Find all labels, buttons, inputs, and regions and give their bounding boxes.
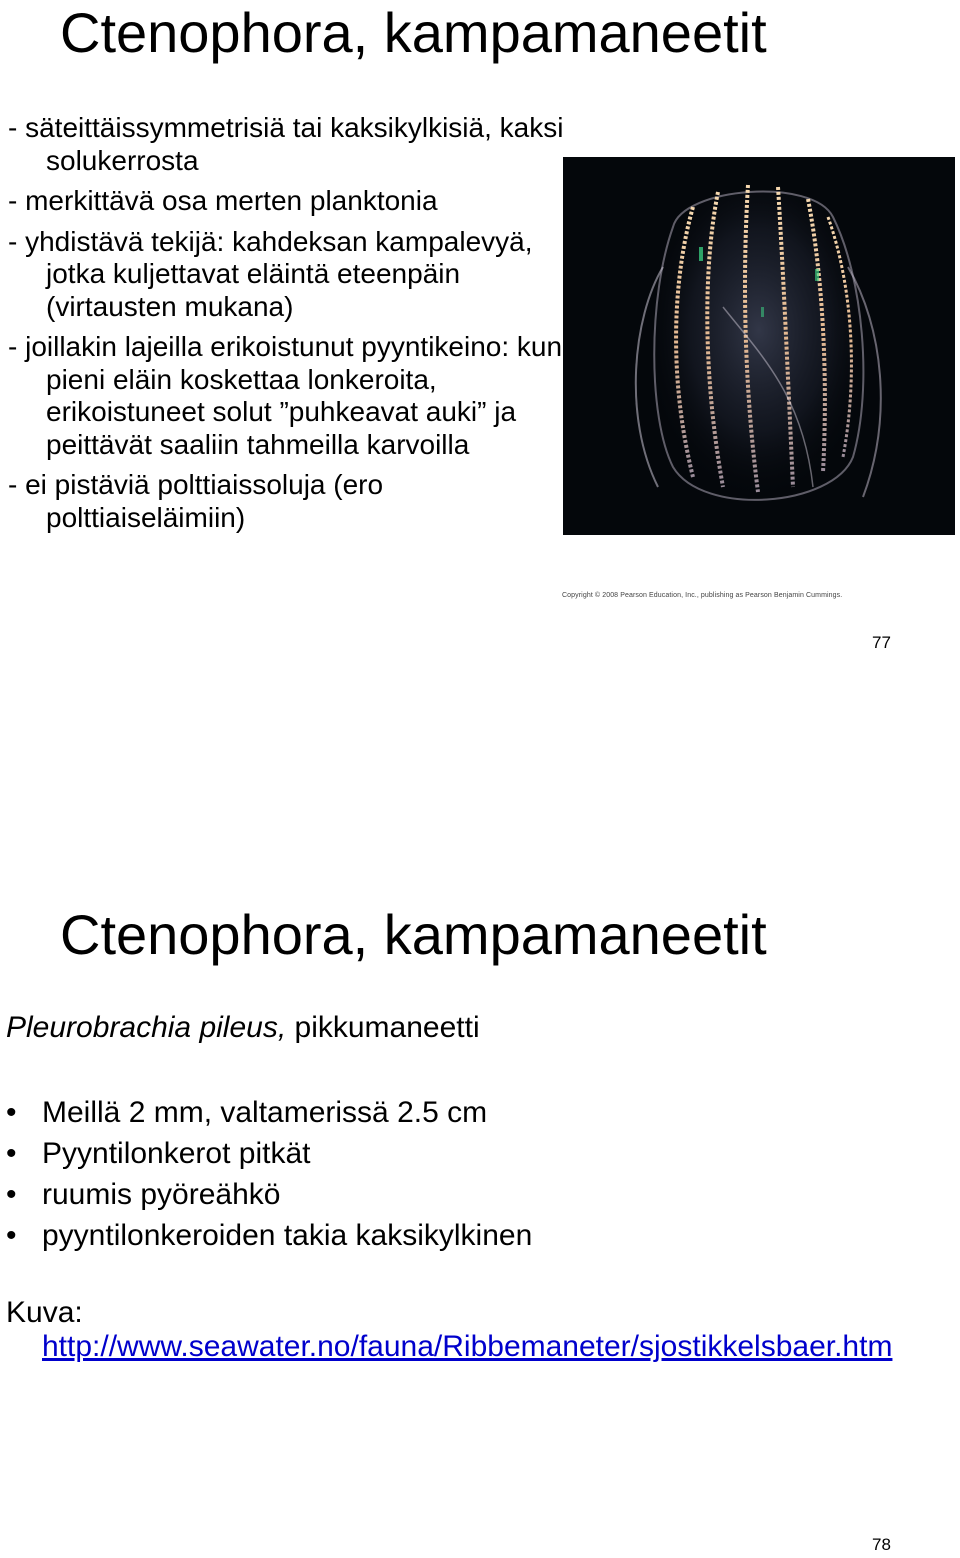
bullet-icon: • bbox=[6, 1137, 17, 1170]
list-item bbox=[6, 1092, 532, 1133]
list-item bbox=[6, 1174, 532, 1215]
list-item: - joillakin lajeilla erikoistunut pyyntikeino: kun pieni eläin koskettaa lonkeroita, erikoistuneet solut ”puhkeavat auki” ja peittävät saaliin tahmeilla karvoilla bbox=[8, 331, 563, 460]
species-common-name: pikkumaneetti bbox=[286, 1011, 480, 1044]
species-name bbox=[6, 1011, 480, 1045]
species-latin-name: Pleurobrachia pileus, bbox=[6, 1011, 287, 1044]
list-item: - säteittäissymmetrisiä tai kaksikylkisiä, kaksi solukerrosta bbox=[8, 112, 564, 176]
list-item: - ei pistäviä polttiaissoluja (ero polttiaiseläimiin) bbox=[8, 469, 384, 533]
source-label: Kuva: bbox=[6, 1296, 83, 1329]
slide-title: Ctenophora, kampamaneetit bbox=[60, 1, 767, 64]
list-item bbox=[6, 1215, 532, 1256]
source-link[interactable]: http://www.seawater.no/fauna/Ribbemaneter/sjostikkelsbaer.htm bbox=[42, 1330, 893, 1363]
list-item: - merkittävä osa merten planktonia bbox=[8, 185, 438, 216]
bullet-icon: • bbox=[6, 1178, 17, 1211]
list-item-text: Pyyntilonkerot pitkät bbox=[42, 1137, 311, 1170]
list-item: - yhdistävä tekijä: kahdeksan kampalevyä, jotka kuljettavat eläintä eteenpäin (virtausten mukana) bbox=[8, 225, 533, 322]
list-item-text: ruumis pyöreähkö bbox=[42, 1178, 281, 1211]
page-number: 77 bbox=[872, 633, 891, 652]
list-item bbox=[6, 1133, 532, 1174]
bullet-list bbox=[6, 1092, 532, 1256]
comb-jelly-photo bbox=[563, 157, 955, 535]
feature-list bbox=[8, 112, 568, 542]
page-number: 78 bbox=[872, 1535, 891, 1554]
slide-title: Ctenophora, kampamaneetit bbox=[60, 903, 767, 966]
bullet-icon: • bbox=[6, 1096, 17, 1129]
image-copyright: Copyright © 2008 Pearson Education, Inc., publishing as Pearson Benjamin Cummings. bbox=[562, 592, 843, 599]
bullet-icon: • bbox=[6, 1219, 17, 1252]
list-item-text: pyyntilonkeroiden takia kaksikylkinen bbox=[42, 1219, 533, 1252]
list-item-text: Meillä 2 mm, valtamerissä 2.5 cm bbox=[42, 1096, 488, 1129]
